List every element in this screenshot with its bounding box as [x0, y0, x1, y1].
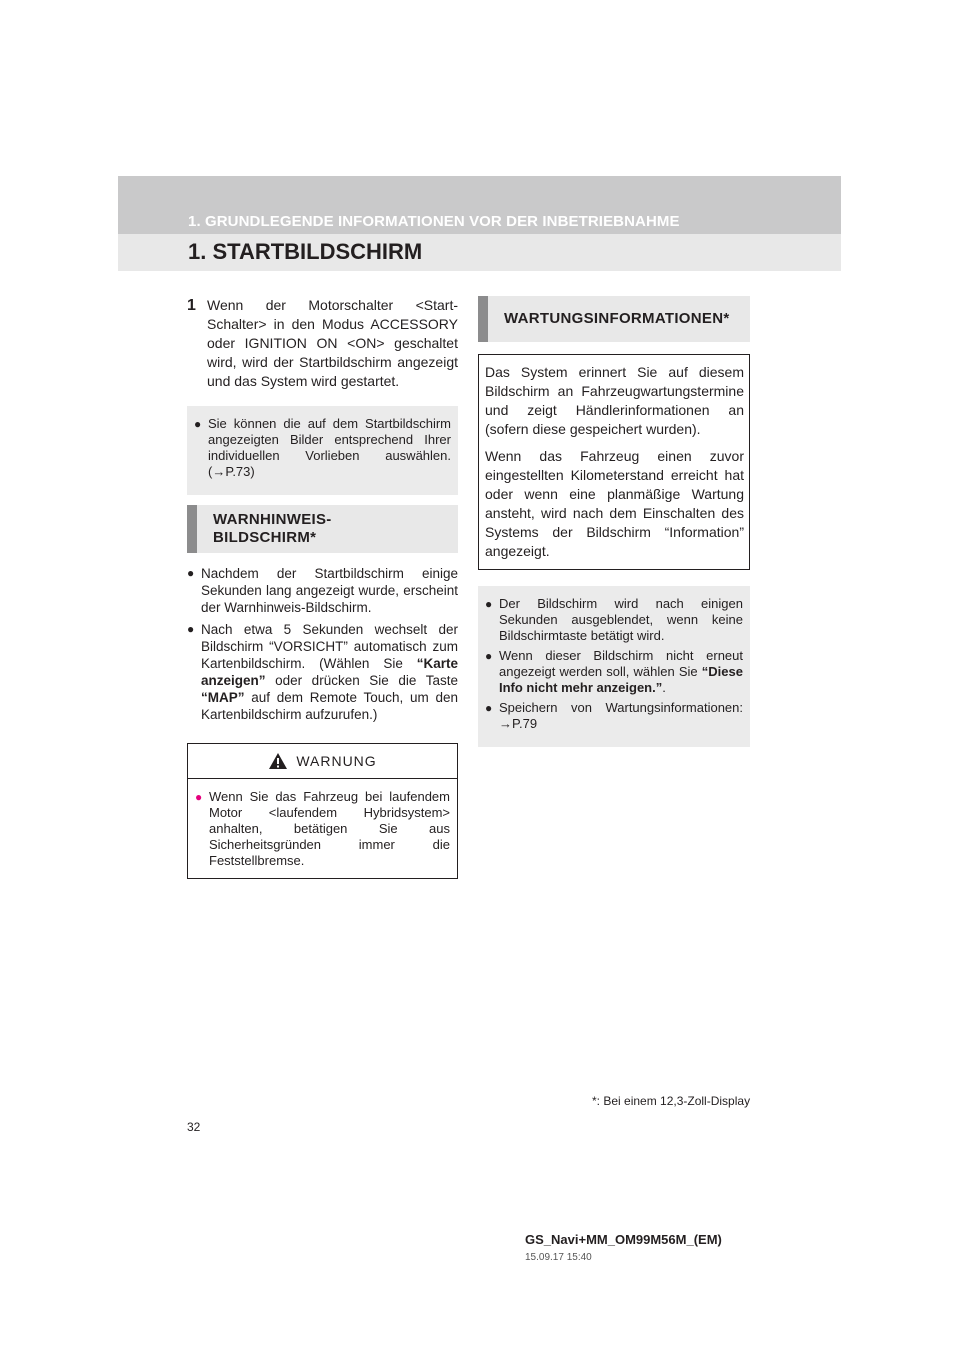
- note-text: Wenn dieser Bildschirm nicht erneut angezeigt werden soll, wählen Sie “Diese Info nicht mehr anzeigen.”.: [499, 648, 743, 695]
- section-heading-warnhinweis: [187, 505, 458, 553]
- warning-header: [188, 744, 457, 779]
- step-1: [187, 296, 458, 391]
- step-text: Wenn der Motorschalter <Start-Schalter> in den Modus ACCESSORY oder IGNITION ON <ON> geschaltet wird, wird der Startbildschirm angezeigt und das System wird gestartet.: [207, 297, 458, 389]
- warning-triangle-icon: [268, 752, 288, 770]
- note-text: Der Bildschirm wird nach einigen Sekunden ausgeblendet, wenn keine Bildschirmtaste betätigt wird.: [499, 596, 743, 643]
- warnhinweis-bullets: [187, 565, 458, 723]
- bullet-dot: ●: [485, 597, 493, 611]
- note-text: Sie können die auf dem Startbildschirm angezeigten Bilder entsprechend Ihrer individuellen Vorlieben auswählen. (→P.73): [208, 416, 451, 479]
- list-item: [187, 621, 458, 723]
- info-paragraph: Wenn das Fahrzeug einen zuvor eingestellten Kilometerstand erreicht hat oder wenn eine planmäßige Wartung ansteht, wird nach dem Einschalten des Systems der Bildschirm “Information” angezeigt.: [485, 448, 744, 559]
- warning-bullet: [195, 789, 450, 869]
- note-text: Speichern von Wartungsinformationen: →P.79: [499, 700, 743, 731]
- warning-text: Wenn Sie das Fahrzeug bei laufendem Motor <laufendem Hybridsystem> anhalten, betätigen Sie aus Sicherheitsgründen immer die Feststellbremse.: [209, 789, 450, 868]
- button-label-karte: “Karte anzeigen”: [201, 656, 458, 688]
- note-bullet: [485, 700, 743, 732]
- note-bullet: [485, 596, 743, 644]
- chapter-heading: 1. GRUNDLEGENDE INFORMATIONEN VOR DER INBETRIEBNAHME: [188, 213, 680, 230]
- warning-title: WARNUNG: [296, 753, 377, 769]
- page-number: 32: [187, 1120, 201, 1134]
- step-number: 1: [187, 297, 196, 314]
- note-box: [478, 586, 750, 747]
- button-label-info: “Diese Info nicht mehr anzeigen.”: [499, 664, 743, 695]
- footnote: *: Bei einem 12,3-Zoll-Display: [592, 1094, 751, 1108]
- section-title: WARTUNGSINFORMATIONEN*: [504, 310, 730, 327]
- info-paragraph: Das System erinnert Sie auf diesem Bildschirm an Fahrzeugwartungstermine und zeigt Händlerinformationen an (sofern diese gespeichert wurden).: [485, 364, 744, 437]
- info-box: [478, 354, 750, 570]
- bullet-dot: ●: [485, 649, 493, 663]
- page-header: [118, 176, 841, 271]
- bullet-dot: ●: [187, 566, 195, 580]
- section-title: WARNHINWEIS-BILDSCHIRM*: [213, 511, 332, 546]
- button-label-map: “MAP”: [201, 690, 245, 705]
- list-item-text: Nachdem der Startbildschirm einige Sekunden lang angezeigt wurde, erscheint der Warnhinweis-Bildschirm.: [201, 566, 458, 615]
- document-code: GS_Navi+MM_OM99M56M_(EM): [525, 1232, 722, 1247]
- document-date: 15.09.17 15:40: [525, 1252, 592, 1263]
- note-bullet: [194, 416, 451, 480]
- warning-box: [187, 743, 458, 879]
- bullet-dot: ●: [195, 790, 203, 804]
- section-bar: [478, 296, 488, 342]
- list-item: [187, 565, 458, 616]
- note-bullet: [485, 648, 743, 696]
- left-column: [187, 296, 458, 879]
- bullet-dot: ●: [187, 622, 195, 636]
- section-heading-wartung: [478, 296, 750, 342]
- bullet-dot: ●: [194, 417, 202, 431]
- warning-body: [188, 779, 457, 883]
- bullet-dot: ●: [485, 701, 493, 715]
- right-column: [478, 296, 750, 757]
- list-item-text: Nach etwa 5 Sekunden wechselt der Bildschirm “VORSICHT” automatisch zum Kartenbildschirm. (Wählen Sie “Karte anzeigen” oder drücken Sie die Taste “MAP” auf dem Remote Touch, um den Kartenbildschirm aufzurufen.): [201, 622, 458, 722]
- section-bar: [187, 505, 197, 553]
- note-box: [187, 406, 458, 495]
- page-title: 1. STARTBILDSCHIRM: [188, 239, 423, 264]
